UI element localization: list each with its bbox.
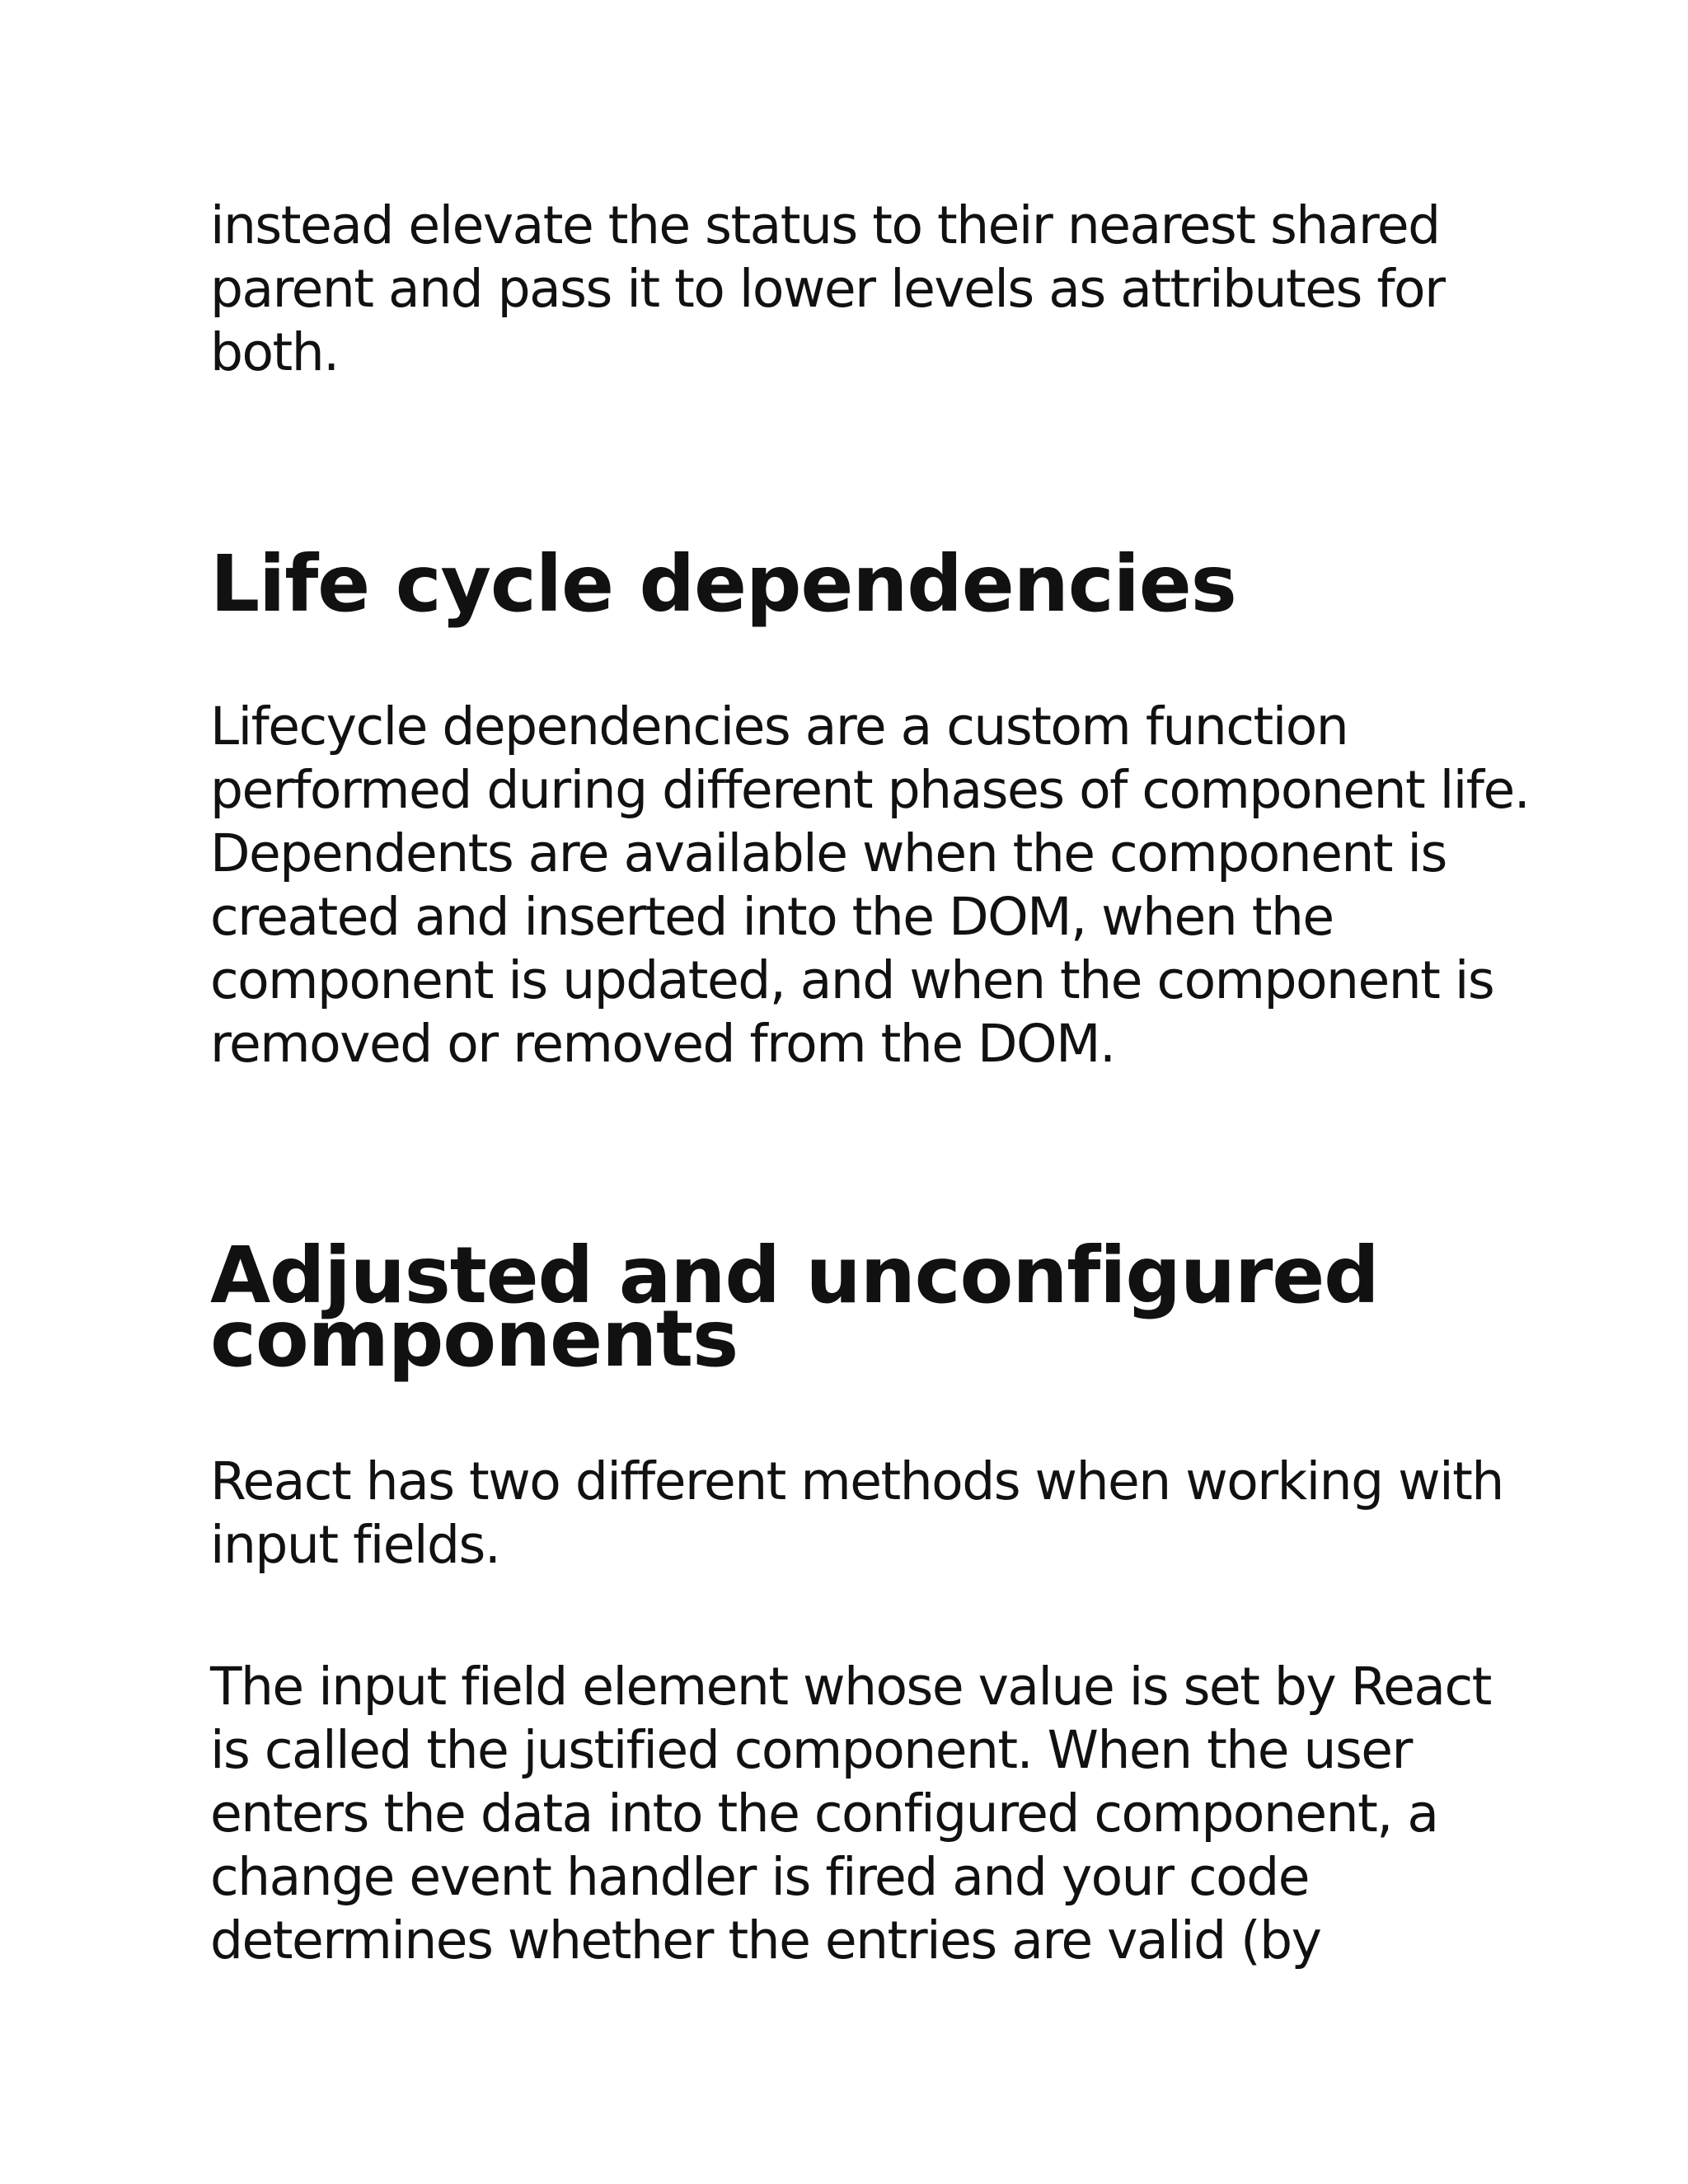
text-line: enters the data into the configured component, a: [210, 1783, 1438, 1844]
text-line: Lifecycle dependencies are a custom function: [210, 696, 1348, 757]
text-line: The input field element whose value is set by React: [210, 1657, 1491, 1717]
text-line: determines whether the entries are valid (by: [210, 1910, 1321, 1971]
text-line: performed during different phases of component life.: [210, 760, 1530, 820]
text-line: instead elevate the status to their nearest shared: [210, 195, 1440, 255]
text-line: input fields.: [210, 1515, 500, 1575]
spacer: [210, 384, 1496, 553]
section-heading-components: Adjusted and unconfigured components: [210, 1230, 1379, 1385]
text-line: removed or removed from the DOM.: [210, 1014, 1115, 1074]
spacer: [210, 1577, 1496, 1655]
section-heading-life-cycle: Life cycle dependencies: [210, 539, 1236, 630]
text-line: is called the justified component. When the user: [210, 1720, 1412, 1780]
text-line: React has two different methods when working with: [210, 1451, 1503, 1511]
components-paragraph-2: [210, 1655, 1496, 1972]
spacer: [210, 1076, 1496, 1244]
text-line: Dependents are available when the component is: [210, 823, 1447, 883]
life-cycle-paragraph: [210, 695, 1530, 1076]
text-line: parent and pass it to lower levels as attributes for: [210, 259, 1445, 319]
document-content: [210, 194, 1530, 1972]
text-line: component is updated, and when the component is: [210, 950, 1494, 1010]
text-line: created and inserted into the DOM, when the: [210, 887, 1334, 947]
text-line: both.: [210, 322, 339, 382]
components-paragraph-1: [210, 1450, 1503, 1577]
intro-paragraph: [210, 194, 1496, 384]
text-line: change event handler is fired and your code: [210, 1847, 1309, 1907]
